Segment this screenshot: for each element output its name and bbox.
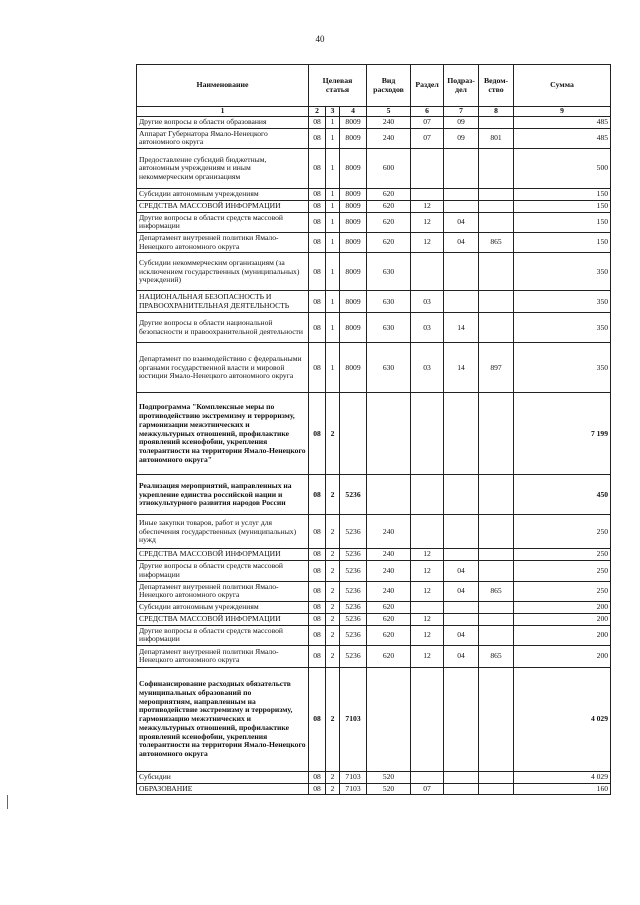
expense-type: 240 [367, 117, 411, 129]
margin-mark [7, 795, 8, 809]
program-code: 08 [309, 613, 326, 625]
subprogram-code: 2 [326, 625, 340, 645]
subsection-code [444, 149, 479, 189]
row-name: Субсидии некоммерческим организациям (за исключением государственных (муниципальных) учреждений) [137, 253, 309, 291]
page-number: 40 [315, 34, 325, 44]
subprogram-code: 2 [326, 393, 340, 475]
expense-type: 620 [367, 602, 411, 614]
row-name: Иные закупки товаров, работ и услуг для обеспечения государственных (муниципальных) нужд [137, 515, 309, 549]
section-code: 03 [411, 313, 444, 343]
row-sum: 200 [514, 613, 611, 625]
program-code: 08 [309, 515, 326, 549]
row-sum: 160 [514, 783, 611, 795]
table-row [137, 581, 611, 601]
table-row [137, 149, 611, 189]
column-numbers-row [137, 107, 611, 117]
colnum: 2 [309, 107, 326, 117]
row-sum: 500 [514, 149, 611, 189]
direction-code: 5236 [340, 613, 367, 625]
program-code: 08 [309, 343, 326, 393]
row-sum: 200 [514, 602, 611, 614]
expense-type: 240 [367, 549, 411, 561]
table-row [137, 291, 611, 313]
row-sum: 485 [514, 117, 611, 129]
row-name: Департамент внутренней политики Ямало-Ненецкого автономного округа [137, 581, 309, 601]
department-code [479, 253, 514, 291]
row-name: Департамент внутренней политики Ямало-Ненецкого автономного округа [137, 233, 309, 253]
department-code [479, 393, 514, 475]
program-code: 08 [309, 233, 326, 253]
department-code [479, 117, 514, 129]
row-name: Подпрограмма "Комплексные меры по противодействию экстремизму и терроризму, гармонизации межэтнических и межкультурных отношений, профилактике проявлений ксенофобии, укрепления толерантности на территории Ямало-Ненецкого автономного округа" [137, 393, 309, 475]
header-section: Раздел [411, 65, 444, 107]
row-sum: 250 [514, 515, 611, 549]
subprogram-code: 2 [326, 515, 340, 549]
header-type: Вид расходов [367, 65, 411, 107]
section-code: 07 [411, 117, 444, 129]
table-row [137, 645, 611, 667]
table-row [137, 515, 611, 549]
budget-table [136, 64, 611, 795]
table-row [137, 771, 611, 783]
table-row [137, 189, 611, 201]
direction-code: 5236 [340, 581, 367, 601]
subsection-code: 04 [444, 625, 479, 645]
table-row [137, 233, 611, 253]
section-code: 12 [411, 581, 444, 601]
row-name: Предоставление субсидий бюджетным, автономным учреждениям и иным некоммерческим организациям [137, 149, 309, 189]
program-code: 08 [309, 581, 326, 601]
expense-type: 240 [367, 515, 411, 549]
colnum: 5 [367, 107, 411, 117]
subprogram-code: 1 [326, 253, 340, 291]
row-name: Аппарат Губернатора Ямало-Ненецкого автономного округа [137, 128, 309, 148]
department-code [479, 189, 514, 201]
department-code [479, 291, 514, 313]
subprogram-code: 1 [326, 117, 340, 129]
row-sum: 150 [514, 212, 611, 232]
row-sum: 350 [514, 313, 611, 343]
section-code [411, 667, 444, 771]
section-code: 03 [411, 291, 444, 313]
section-code: 12 [411, 200, 444, 212]
subprogram-code: 2 [326, 602, 340, 614]
department-code [479, 602, 514, 614]
program-code: 08 [309, 645, 326, 667]
table-row [137, 549, 611, 561]
expense-type: 620 [367, 200, 411, 212]
subsection-code [444, 253, 479, 291]
subprogram-code: 2 [326, 667, 340, 771]
department-code: 865 [479, 581, 514, 601]
section-code [411, 602, 444, 614]
department-code [479, 515, 514, 549]
direction-code: 7103 [340, 771, 367, 783]
direction-code: 8009 [340, 212, 367, 232]
section-code: 12 [411, 645, 444, 667]
row-sum: 250 [514, 549, 611, 561]
colnum: 4 [340, 107, 367, 117]
section-code: 07 [411, 128, 444, 148]
direction-code: 8009 [340, 233, 367, 253]
subprogram-code: 2 [326, 645, 340, 667]
subprogram-code: 1 [326, 189, 340, 201]
department-code [479, 771, 514, 783]
table-body [137, 117, 611, 795]
department-code [479, 475, 514, 515]
program-code: 08 [309, 625, 326, 645]
section-code: 12 [411, 561, 444, 581]
subsection-code: 04 [444, 561, 479, 581]
subsection-code [444, 613, 479, 625]
section-code [411, 475, 444, 515]
department-code [479, 667, 514, 771]
program-code: 08 [309, 128, 326, 148]
table-row [137, 393, 611, 475]
section-code: 12 [411, 625, 444, 645]
program-code: 08 [309, 771, 326, 783]
department-code: 865 [479, 645, 514, 667]
subsection-code: 04 [444, 212, 479, 232]
row-name: Департамент по взаимодействию с федеральными органами государственной власти и мировой юстиции Ямало-Ненецкого автономного округа [137, 343, 309, 393]
subprogram-code: 1 [326, 128, 340, 148]
section-code: 03 [411, 343, 444, 393]
header-sum: Сумма [514, 65, 611, 107]
row-sum: 485 [514, 128, 611, 148]
colnum: 8 [479, 107, 514, 117]
expense-type: 240 [367, 581, 411, 601]
header-dept: Ведом-ство [479, 65, 514, 107]
colnum: 3 [326, 107, 340, 117]
program-code: 08 [309, 291, 326, 313]
subprogram-code: 1 [326, 313, 340, 343]
table-row [137, 561, 611, 581]
row-name: Другие вопросы в области образования [137, 117, 309, 129]
expense-type: 240 [367, 128, 411, 148]
subsection-code [444, 393, 479, 475]
row-name: Субсидии [137, 771, 309, 783]
subsection-code [444, 200, 479, 212]
direction-code: 8009 [340, 117, 367, 129]
expense-type: 620 [367, 212, 411, 232]
program-code: 08 [309, 253, 326, 291]
program-code: 08 [309, 602, 326, 614]
row-name: Реализация мероприятий, направленных на укрепление единства российской нации и этнокультурного развития народов России [137, 475, 309, 515]
subprogram-code: 1 [326, 233, 340, 253]
subsection-code: 09 [444, 128, 479, 148]
department-code [479, 783, 514, 795]
expense-type [367, 475, 411, 515]
row-sum: 4 029 [514, 667, 611, 771]
department-code [479, 200, 514, 212]
section-code: 12 [411, 549, 444, 561]
department-code [479, 613, 514, 625]
expense-type: 630 [367, 291, 411, 313]
section-code [411, 149, 444, 189]
row-sum: 450 [514, 475, 611, 515]
program-code: 08 [309, 200, 326, 212]
section-code: 12 [411, 233, 444, 253]
department-code [479, 313, 514, 343]
row-name: СРЕДСТВА МАССОВОЙ ИНФОРМАЦИИ [137, 613, 309, 625]
department-code [479, 549, 514, 561]
section-code [411, 771, 444, 783]
direction-code: 5236 [340, 625, 367, 645]
row-name: Другие вопросы в области национальной безопасности и правоохранительной деятельности [137, 313, 309, 343]
row-name: Софинансирование расходных обязательств муниципальных образований по мероприятиям, направленным на противодействие экстремизму и терроризму, гармонизацию межэтнических и межкультурных отношений, профилактике проявлений ксенофобии, укрепления толерантности на территории Ямало-Ненецкого автономного округа [137, 667, 309, 771]
table-row [137, 625, 611, 645]
section-code [411, 253, 444, 291]
expense-type: 520 [367, 783, 411, 795]
subsection-code: 04 [444, 581, 479, 601]
direction-code: 7103 [340, 667, 367, 771]
program-code: 08 [309, 149, 326, 189]
subprogram-code: 1 [326, 200, 340, 212]
row-sum: 250 [514, 581, 611, 601]
department-code [479, 149, 514, 189]
subprogram-code: 2 [326, 783, 340, 795]
section-code: 12 [411, 212, 444, 232]
subsection-code: 04 [444, 233, 479, 253]
direction-code: 8009 [340, 313, 367, 343]
subsection-code [444, 475, 479, 515]
subprogram-code: 2 [326, 613, 340, 625]
row-sum: 350 [514, 291, 611, 313]
subsection-code [444, 189, 479, 201]
row-name: Другие вопросы в области средств массовой информации [137, 625, 309, 645]
row-sum: 350 [514, 343, 611, 393]
row-sum: 200 [514, 645, 611, 667]
subprogram-code: 2 [326, 549, 340, 561]
colnum: 7 [444, 107, 479, 117]
expense-type [367, 393, 411, 475]
program-code: 08 [309, 549, 326, 561]
section-code: 07 [411, 783, 444, 795]
subsection-code: 14 [444, 343, 479, 393]
row-name: Другие вопросы в области средств массовой информации [137, 561, 309, 581]
table-row [137, 667, 611, 771]
program-code: 08 [309, 189, 326, 201]
table-header [137, 65, 611, 107]
expense-type: 620 [367, 645, 411, 667]
row-name: Департамент внутренней политики Ямало-Ненецкого автономного округа [137, 645, 309, 667]
direction-code: 8009 [340, 200, 367, 212]
table-row [137, 602, 611, 614]
row-name: СРЕДСТВА МАССОВОЙ ИНФОРМАЦИИ [137, 200, 309, 212]
subprogram-code: 1 [326, 343, 340, 393]
direction-code: 5236 [340, 475, 367, 515]
program-code: 08 [309, 783, 326, 795]
subprogram-code: 2 [326, 771, 340, 783]
table-row [137, 128, 611, 148]
direction-code: 5236 [340, 602, 367, 614]
table-row [137, 475, 611, 515]
table-row [137, 212, 611, 232]
row-name: НАЦИОНАЛЬНАЯ БЕЗОПАСНОСТЬ И ПРАВООХРАНИТЕЛЬНАЯ ДЕЯТЕЛЬНОСТЬ [137, 291, 309, 313]
row-name: Субсидии автономным учреждениям [137, 189, 309, 201]
table-row [137, 613, 611, 625]
row-name: Другие вопросы в области средств массовой информации [137, 212, 309, 232]
subsection-code [444, 771, 479, 783]
expense-type: 240 [367, 561, 411, 581]
expense-type: 520 [367, 771, 411, 783]
program-code: 08 [309, 667, 326, 771]
row-sum: 200 [514, 625, 611, 645]
header-name: Наименование [137, 65, 309, 107]
section-code [411, 189, 444, 201]
department-code [479, 625, 514, 645]
program-code: 08 [309, 212, 326, 232]
department-code [479, 561, 514, 581]
direction-code: 8009 [340, 149, 367, 189]
row-sum: 150 [514, 189, 611, 201]
expense-type: 600 [367, 149, 411, 189]
expense-type: 630 [367, 343, 411, 393]
direction-code: 8009 [340, 253, 367, 291]
section-code: 12 [411, 613, 444, 625]
expense-type: 620 [367, 189, 411, 201]
row-sum: 7 199 [514, 393, 611, 475]
subsection-code [444, 549, 479, 561]
program-code: 08 [309, 561, 326, 581]
subsection-code: 14 [444, 313, 479, 343]
row-name: СРЕДСТВА МАССОВОЙ ИНФОРМАЦИИ [137, 549, 309, 561]
subsection-code: 04 [444, 645, 479, 667]
subsection-code [444, 602, 479, 614]
direction-code: 5236 [340, 515, 367, 549]
table-row [137, 117, 611, 129]
row-name: ОБРАЗОВАНИЕ [137, 783, 309, 795]
direction-code [340, 393, 367, 475]
header-subsection: Подраз-дел [444, 65, 479, 107]
table-row [137, 783, 611, 795]
department-code: 801 [479, 128, 514, 148]
row-sum: 150 [514, 200, 611, 212]
direction-code: 5236 [340, 645, 367, 667]
direction-code: 7103 [340, 783, 367, 795]
department-code: 897 [479, 343, 514, 393]
subprogram-code: 2 [326, 581, 340, 601]
table-row [137, 253, 611, 291]
program-code: 08 [309, 475, 326, 515]
subprogram-code: 1 [326, 291, 340, 313]
row-sum: 150 [514, 233, 611, 253]
table-row [137, 313, 611, 343]
subsection-code [444, 783, 479, 795]
program-code: 08 [309, 313, 326, 343]
subsection-code [444, 291, 479, 313]
subsection-code [444, 515, 479, 549]
program-code: 08 [309, 393, 326, 475]
subprogram-code: 1 [326, 212, 340, 232]
direction-code: 8009 [340, 291, 367, 313]
direction-code: 8009 [340, 189, 367, 201]
subsection-code [444, 667, 479, 771]
department-code [479, 212, 514, 232]
colnum: 9 [514, 107, 611, 117]
expense-type: 620 [367, 613, 411, 625]
expense-type: 620 [367, 233, 411, 253]
expense-type: 630 [367, 313, 411, 343]
subsection-code: 09 [444, 117, 479, 129]
colnum: 1 [137, 107, 309, 117]
expense-type [367, 667, 411, 771]
section-code [411, 393, 444, 475]
direction-code: 5236 [340, 561, 367, 581]
direction-code: 8009 [340, 343, 367, 393]
department-code: 865 [479, 233, 514, 253]
table-row [137, 200, 611, 212]
row-name: Субсидии автономным учреждениям [137, 602, 309, 614]
expense-type: 620 [367, 625, 411, 645]
expense-type: 630 [367, 253, 411, 291]
program-code: 08 [309, 117, 326, 129]
header-target: Целевая статья [309, 65, 367, 107]
section-code [411, 515, 444, 549]
direction-code: 5236 [340, 549, 367, 561]
subprogram-code: 2 [326, 475, 340, 515]
colnum: 6 [411, 107, 444, 117]
row-sum: 4 029 [514, 771, 611, 783]
row-sum: 250 [514, 561, 611, 581]
table-row [137, 343, 611, 393]
row-sum: 350 [514, 253, 611, 291]
direction-code: 8009 [340, 128, 367, 148]
subprogram-code: 1 [326, 149, 340, 189]
subprogram-code: 2 [326, 561, 340, 581]
